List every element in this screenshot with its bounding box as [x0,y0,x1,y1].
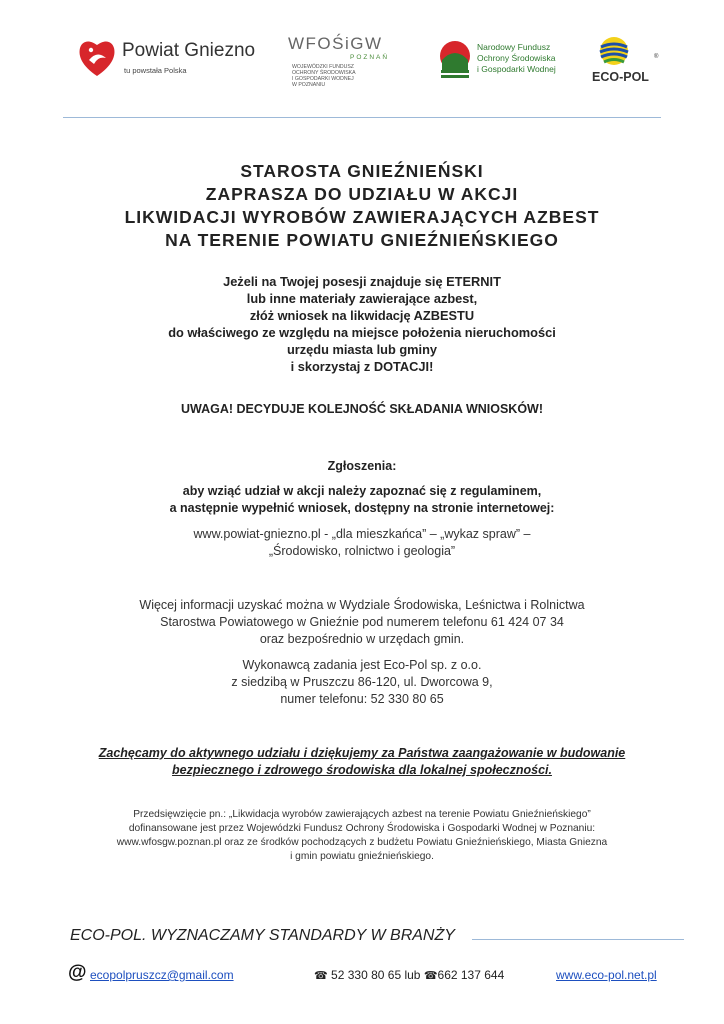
powiat-name: Powiat Gniezno [122,40,256,61]
warning-text: UWAGA! DECYDUJE KOLEJNOŚĆ SKŁADANIA WNIOSKÓW! [180,402,544,416]
wfosigw-city: POZNAŃ [350,54,390,61]
wfosigw-name: WFOŚiGW [288,34,383,53]
email-at-icon: @ [68,962,87,983]
phone-numbers [314,968,504,982]
nfosigw-name: Narodowy Fundusz Ochrony Środowiska i Gospodarki Wodnej [477,42,556,74]
tree-icon [437,40,473,80]
email-link[interactable]: ecopolpruszcz@gmail.com [90,968,234,982]
registered-mark: ® [654,54,659,60]
powiat-tagline: tu powstała Polska [124,66,187,75]
nfosigw-logo [437,40,556,85]
powiat-gniezno-logo [76,36,256,83]
intro-paragraph: Jeżeli na Twojej posesji znajduje się ETERNIT lub inne materiały zawierające azbest, złóż wniosek na likwidację AZBESTU do właściwego ze względu na miejsce położenia nieruchomości urzędu miasta lub gminy i skorzystaj z DOTACJI! [168,274,556,374]
telephone-icon: ☎ [423,970,438,982]
header-divider [63,117,661,118]
eco-pol-logo [592,36,659,84]
executor-paragraph: Wykonawcą zadania jest Eco-Pol sp. z o.o. z siedzibą w Pruszczu 86-120, ul. Dworcowa 9, numer telefonu: 52 330 80 65 [231,658,493,706]
wfosigw-logo [288,34,390,88]
applications-heading: Zgłoszenia: [327,459,397,473]
funding-note: Przedsięwzięcie pn.: „Likwidacja wyrobów zawierających azbest na terenie Powiatu Gnieźnieńskiego” dofinansowane jest przez Wojewódzki Fundusz Ochrony Środowiska i Gospodarki Wodnej w Poznaniu: www.wfosgw.poznan.pl oraz ze środków pochodzących z budżetu Powiatu Gnieźnieńskiego, Miasta Gniezna i gmin powiatu gnieźnieńskiego. [116,809,608,862]
telephone-icon: ☎ [314,970,328,982]
phone-number-2: 662 137 644 [437,968,505,982]
website-link[interactable]: www.eco-pol.net.pl [556,968,657,982]
page-title: STAROSTA GNIEŹNIEŃSKI ZAPRASZA DO UDZIAŁU W AKCJI LIKWIDACJI WYROBÓW ZAWIERAJĄCYCH AZBEST NA TERENIE POWIATU GNIEŹNIEŃSKIEGO [124,161,600,250]
wfosigw-full-name: WOJEWÓDZKI FUNDUSZ OCHRONY ŚRODOWISKA I GOSPODARKI WODNEJ W POZNANIU [292,64,356,88]
applications-body: aby wziąć udział w akcji należy zapoznać się z regulaminem, a następnie wypełnić wniosek, dostępny na stronie internetowej: [169,484,555,515]
slogan-divider [472,939,684,940]
encouragement-text: Zachęcamy do aktywnego udziału i dziękujemy za Państwa zaangażowanie w budowanie bezpiecznego i zdrowego środowiska dla lokalnej społeczności. [98,746,626,777]
eco-pol-name: ECO-POL [592,70,649,84]
footer-slogan: ECO-POL. WYZNACZAMY STANDARDY W BRANŻY [70,927,455,944]
logo-bar [0,30,724,100]
applications-link-path: www.powiat-gniezno.pl - „dla mieszkańca” – „wykaz spraw” – „Środowisko, rolnictwo i geologia” [193,527,531,558]
phone-number-1: 52 330 80 65 lub [331,968,421,982]
more-info-paragraph: Więcej informacji uzyskać można w Wydziale Środowiska, Leśnictwa i Rolnictwa Starostwa Powiatowego w Gnieźnie pod numerem telefonu 61 424 07 34 oraz bezpośrednio w urzędach gmin. [139,598,585,646]
eco-pol-globe-icon [592,36,632,70]
powiat-emblem-icon [76,36,118,78]
